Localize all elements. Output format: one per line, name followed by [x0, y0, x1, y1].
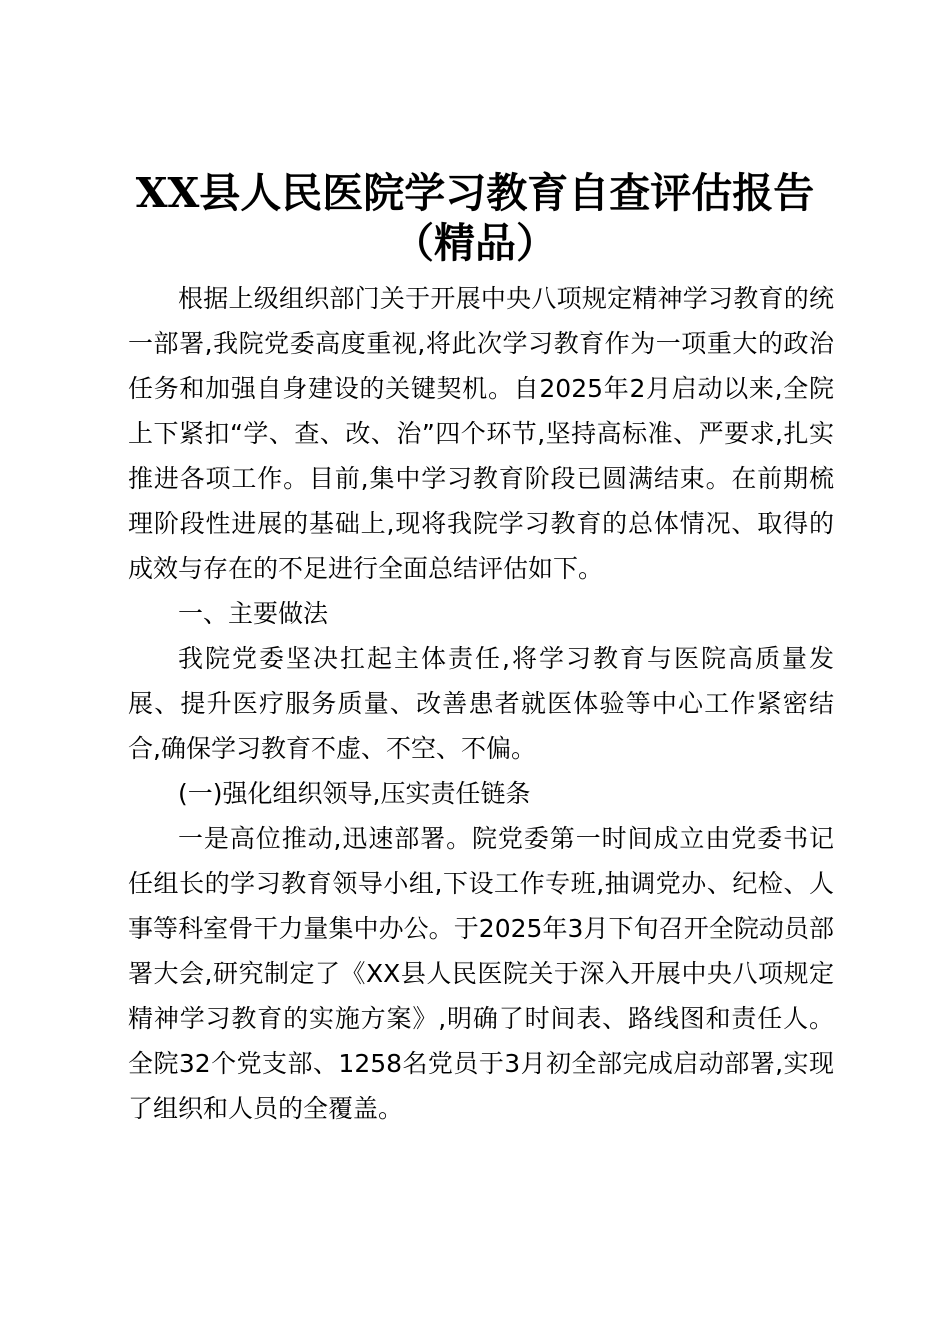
section-heading-1: 一、主要做法 — [178, 599, 329, 628]
paragraph-main-practice: 我院党委坚决扛起主体责任,将学习教育与医院高质量发展、提升医疗服务质量、改善患者就医体验等中心工作紧密结合,确保学习教育不虚、不空、不偏。 — [128, 644, 834, 763]
paragraph-high-level-push: 一是高位推动,迅速部署。院党委第一时间成立由党委书记任组长的学习教育领导小组,下设工作专班,抽调党办、纪检、人事等科室骨干力量集中办公。于2025年3月下旬召开全院动员部署大会,研究制定了《XX县人民医院关于深入开展中央八项规定精神学习教育的实施方案》,明确了时间表、路线图和责任人。全院32个党支部、1258名党员于3月初全部完成启动部署,实现了组织和人员的全覆盖。 — [128, 824, 834, 1123]
paragraph-intro: 根据上级组织部门关于开展中央八项规定精神学习教育的统一部署,我院党委高度重视,将此次学习教育作为一项重大的政治任务和加强自身建设的关键契机。自2025年2月启动以来,全院上下紧扣“学、查、改、治”四个环节,坚持高标准、严要求,扎实推进各项工作。目前,集中学习教育阶段已圆满结束。在前期梳理阶段性进展的基础上,现将我院学习教育的总体情况、取得的成效与存在的不足进行全面总结评估如下。 — [128, 284, 834, 583]
document-body — [128, 276, 834, 1131]
title-line-1: XX县人民医院学习教育自查评估报告 — [135, 169, 815, 217]
subsection-heading-1: (一)强化组织领导,压实责任链条 — [178, 779, 531, 808]
document-title — [95, 168, 855, 268]
title-line-2: （精品） — [393, 219, 557, 267]
